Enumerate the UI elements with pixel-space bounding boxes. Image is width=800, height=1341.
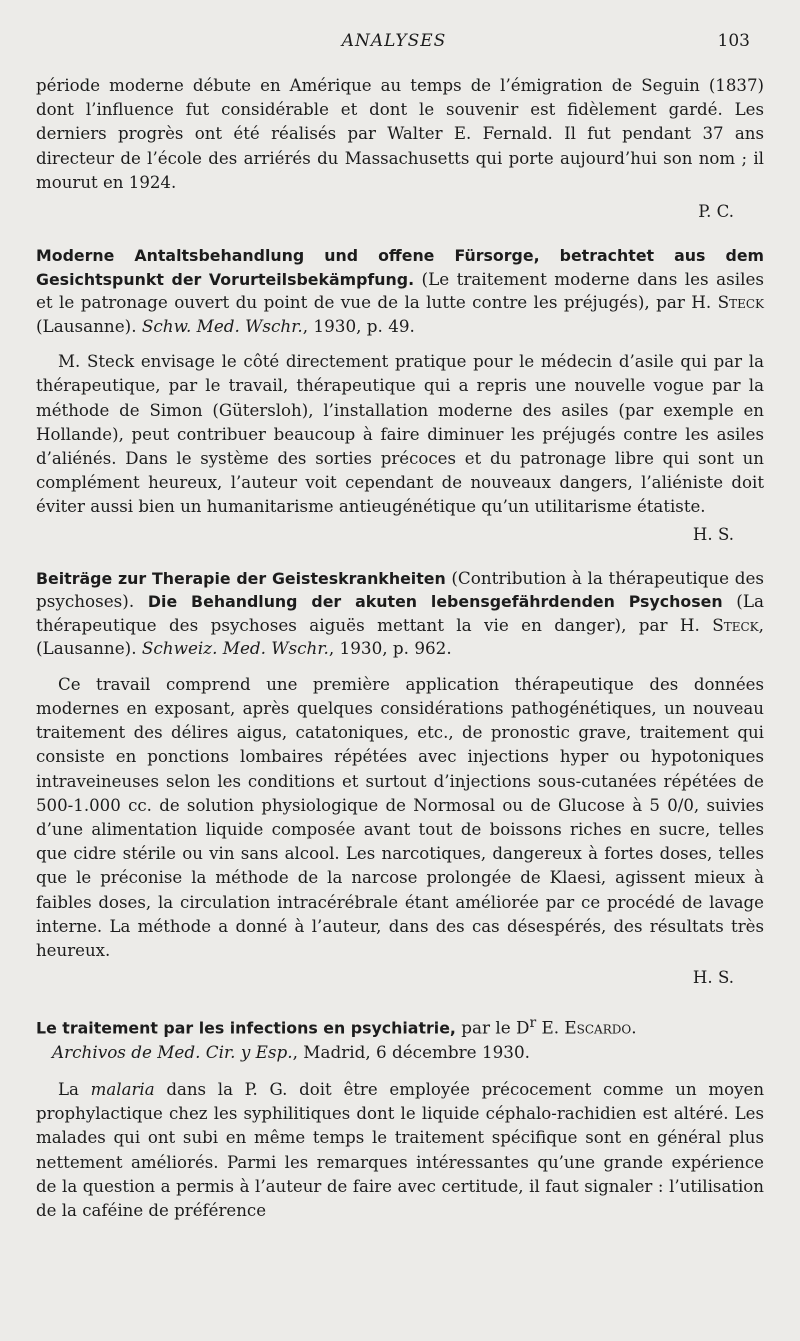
- review3-author: Escardo: [564, 1018, 632, 1039]
- review3-title-prefix: par le D: [455, 1018, 530, 1039]
- review3-citation: , Madrid, 6 décembre 1930.: [292, 1041, 530, 1062]
- review2-journal: Schweiz. Med. Wschr.: [141, 638, 329, 659]
- review3-title-initial: E.: [536, 1018, 565, 1039]
- review2-title-main-a: Beiträge zur Therapie der Geisteskrankheiten: [36, 568, 446, 588]
- review2-body: Ce travail comprend une première application thérapeutique des données modernes en exposant, après quelques considérations pathogénétiques, un nouveau traitement des délires aigus, catatoniques, etc., de pronostic grave, traitement qui consiste en ponctions lombaires répétées avec injections hyper ou hypotoniques intraveineuses selon les conditions et surtout d’injections sous-cutanées répétées de 500-1.000 cc. de solution physiologique de Normosal ou de Glucose à 5 0/0, suivies d’une alimentation liquide composée avant tout de boissons riches en sucre, telles que cidre stérile ou vin sans alcool. Les narcotiques, dangereux à fortes doses, telles que le préconise la méthode de la narcose prolongée de Klaesi, agissent mieux à faibles doses, la circulation intracérébrale étant améliorée par ce procédé de lavage interne. La méthode a donné à l’auteur, dans des cas désespérés, des résultats très heureux.: [36, 674, 764, 961]
- review3-body-italic: malaria: [90, 1080, 155, 1100]
- intro-signature: P. C.: [698, 202, 734, 222]
- review1-body: M. Steck envisage le côté directement pratique pour le médecin d’asile qui par la thérapeutique, par le travail, thérapeutique qui a repris une nouvelle vogue par la méthode de Simon (Gütersloh), l’installation moderne des asiles (par exemple en Hollande), peut contribuer beaucoup à faire diminuer les préjugés contre les asiles d’aliénés. Dans le système des sorties précoces et du patronage libre qui sont un complément heureux, l’auteur voit cependant de nouveaux dangers, l’aliéniste doit éviter aussi bien un humanitarisme antieugénétique qu’un utilitarisme étatiste.: [36, 352, 764, 517]
- review1-signature: H. S.: [692, 524, 734, 544]
- review3-body-rest: dans la P. G. doit être employée précocement comme un moyen prophylactique chez les syphilitiques dont le liquide céphalo-rachidien est altéré. Les malades qui ont subi en même temps le traitement spécifique sont en général plus nettement améliorés. Parmi les remarques intéressantes qu’une grande expérience de la question a permis à l’auteur de faire avec certitude, il faut signaler : l’utilisation de la caféine de préférence: [36, 1080, 765, 1221]
- review2-signature: H. S.: [692, 968, 734, 988]
- review2-title-translation-a: (Contribution à la thérapeutique des psychoses).: [36, 567, 764, 612]
- review2-title-main-b: Die Behandlung der akuten lebensgefährdenden Psychosen: [147, 592, 723, 612]
- review1-title: [36, 244, 764, 338]
- intro-paragraph: période moderne débute en Amérique au temps de l’émigration de Seguin (1837) dont l’influence fut considérable et dont le souvenir est fidèlement gardé. Les derniers progrès ont été réalisés par Walter E. Fernald. Il fut pendant 37 ans directeur de l’école des arriérés du Massachusetts qui porte aujourd’hui son nom ; il mourut en 1924.: [36, 76, 764, 192]
- review1-citation: , 1930, p. 49.: [302, 315, 415, 336]
- page-number: 103: [717, 31, 750, 51]
- review2-title: [36, 567, 764, 661]
- running-head: ANALYSES: [341, 31, 447, 51]
- review3-title-main: Le traitement par les infections en psychiatrie,: [36, 1019, 456, 1039]
- review3-title: [36, 1012, 764, 1064]
- review1-title-main: Moderne Antaltsbehandlung und offene Fürsorge, betrachtet aus dem Gesichtspunkt der Vorurteilsbekämpfung.: [36, 246, 764, 289]
- review3-title-sup: r: [529, 1015, 537, 1032]
- review3-title-end: .: [631, 1018, 637, 1039]
- page-header: [36, 31, 752, 57]
- review1-title-translation: (Le traitement moderne dans les asiles et le patronage ouvert du point de vue de la lutte contre les préjugés), par H.: [36, 268, 764, 313]
- review1-location: (Lausanne).: [36, 315, 142, 336]
- review3-body: [36, 1078, 764, 1223]
- review2-author: Steck: [712, 614, 759, 635]
- review2-location: , (Lausanne).: [36, 614, 764, 659]
- review3-body-start: La: [58, 1080, 91, 1100]
- review2-citation: , 1930, p. 962.: [328, 638, 452, 659]
- review3-journal: Archivos de Med. Cir. y Esp.: [52, 1041, 293, 1062]
- review1-journal: Schw. Med. Wschr.: [141, 315, 303, 336]
- page-body: [36, 74, 764, 1223]
- review2-title-translation-b: (La thérapeutique des psychoses aiguës mettant la vie en danger), par H.: [36, 591, 765, 635]
- review1-author: Steck: [717, 292, 764, 313]
